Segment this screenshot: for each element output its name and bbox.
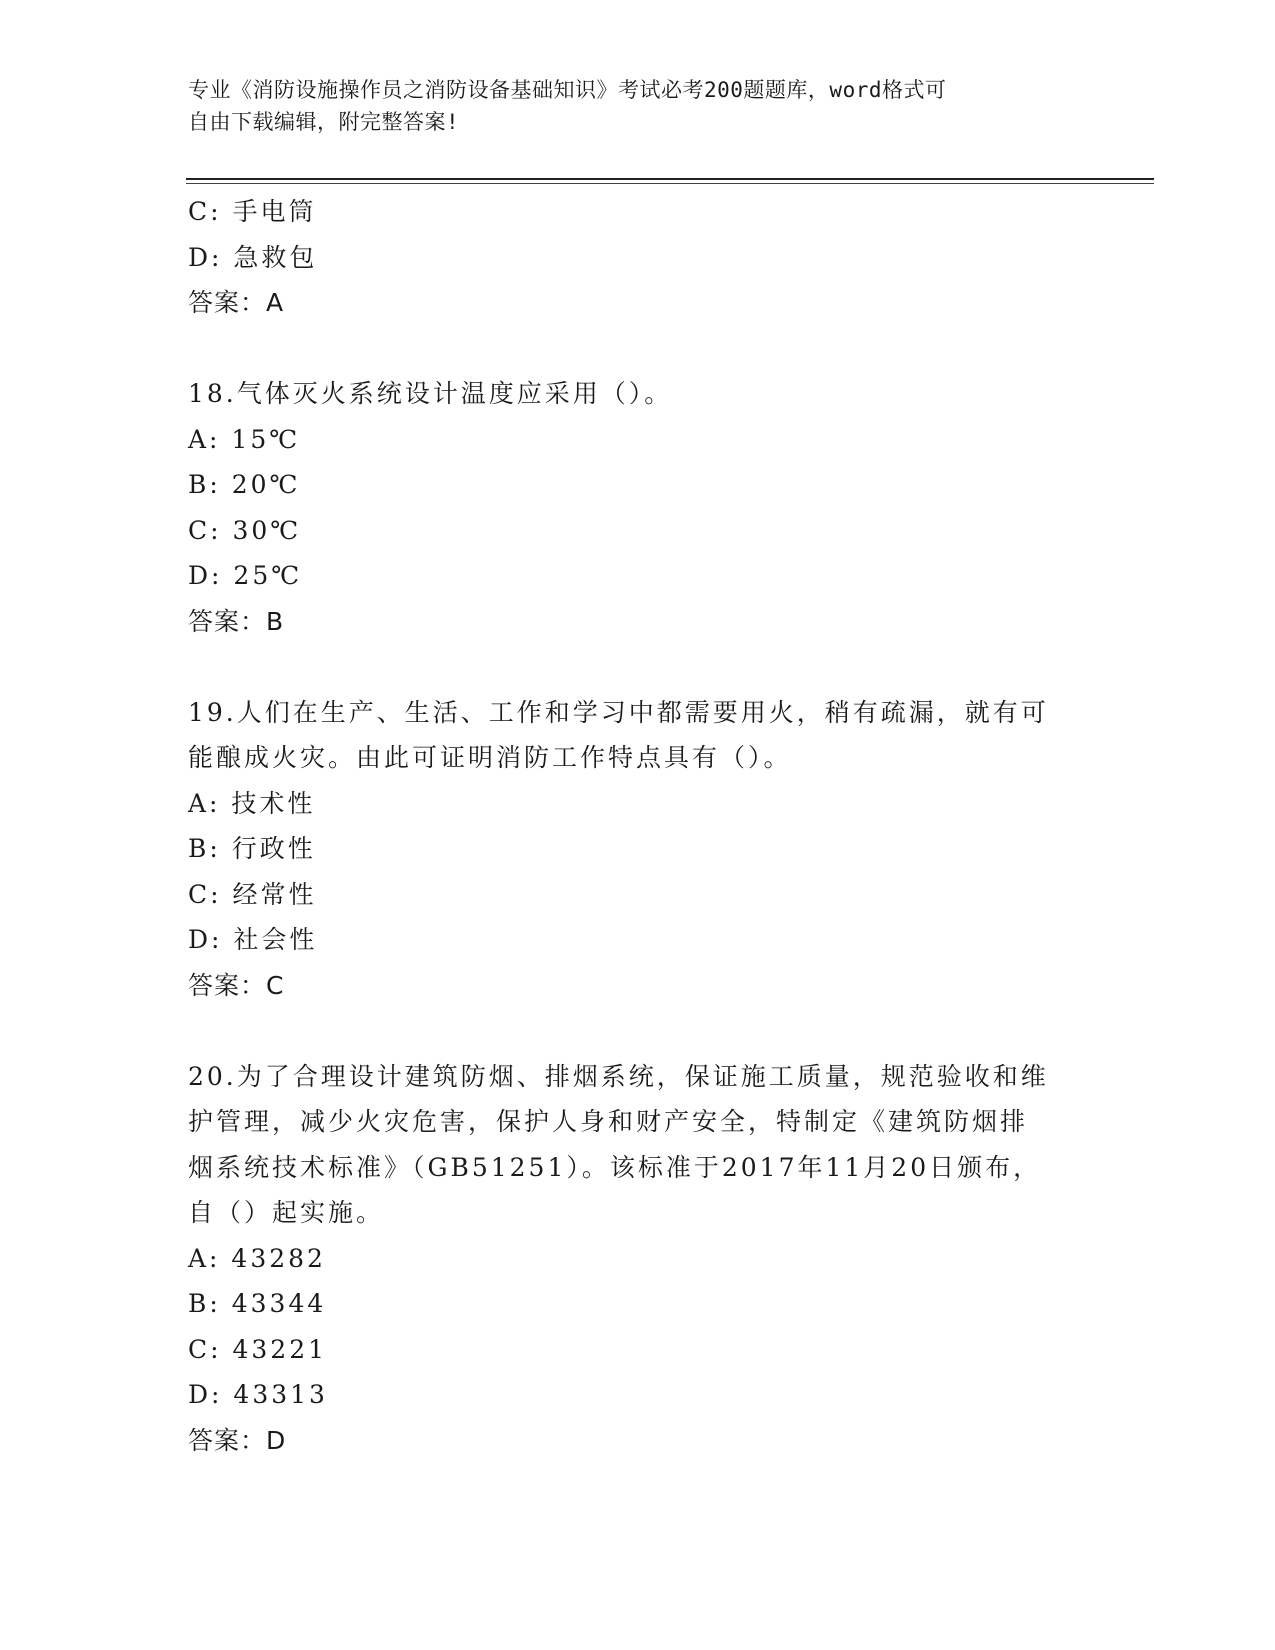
question-text-line-1: 19.人们在生产、生活、工作和学习中都需要用火，稍有疏漏，就有可 [188, 697, 1049, 727]
spacer [188, 1008, 1088, 1054]
option-d: D: 43313 [188, 1380, 328, 1409]
answer: 答案：A [188, 288, 285, 317]
option-b: B: 43344 [188, 1289, 327, 1318]
header-title-line-2: 自由下载编辑，附完整答案! [188, 110, 460, 134]
question-text-line-2: 能酿成火灾。由此可证明消防工作特点具有（）。 [188, 743, 792, 772]
question-18 [188, 371, 1088, 644]
answer: 答案：B [188, 606, 285, 636]
answer: 答案：C [188, 970, 285, 1000]
document-body [188, 189, 1088, 1463]
question-17-continued [188, 189, 1088, 326]
option-a: A: 15℃ [188, 424, 301, 454]
question-text: 18.气体灭火系统设计温度应采用（）。 [188, 379, 673, 408]
header-divider-thin [186, 183, 1154, 184]
question-text-line-3: 烟系统技术标准》（GB51251）。该标准于2017年11月20日颁布， [188, 1152, 1042, 1182]
spacer [188, 326, 1088, 372]
option-c: C: 43221 [188, 1334, 328, 1364]
option-d: D: 急救包 [188, 242, 318, 272]
option-c: C: 手电筒 [188, 197, 317, 226]
question-20 [188, 1054, 1088, 1464]
option-a: A: 技术性 [188, 788, 316, 818]
document-header [188, 74, 1068, 138]
option-c: C: 经常性 [188, 879, 317, 909]
question-19 [188, 690, 1088, 1009]
spacer [188, 644, 1088, 690]
option-d: D: 社会性 [188, 925, 318, 954]
option-b: B: 行政性 [188, 834, 316, 863]
header-divider [186, 178, 1154, 180]
option-d: D: 25℃ [188, 561, 303, 590]
question-text-line-1: 20.为了合理设计建筑防烟、排烟系统，保证施工质量，规范验收和维 [188, 1061, 1049, 1091]
question-text-line-4: 自（）起实施。 [188, 1198, 385, 1227]
question-text-line-2: 护管理，减少火灾危害，保护人身和财产安全，特制定《建筑防烟排 [188, 1107, 1029, 1136]
option-c: C: 30℃ [188, 515, 302, 545]
answer: 答案：D [188, 1425, 287, 1455]
option-b: B: 20℃ [188, 470, 301, 499]
option-a: A: 43282 [188, 1243, 326, 1273]
header-title-line-1: 专业《消防设施操作员之消防设备基础知识》考试必考200题题库，word格式可 [188, 78, 947, 102]
